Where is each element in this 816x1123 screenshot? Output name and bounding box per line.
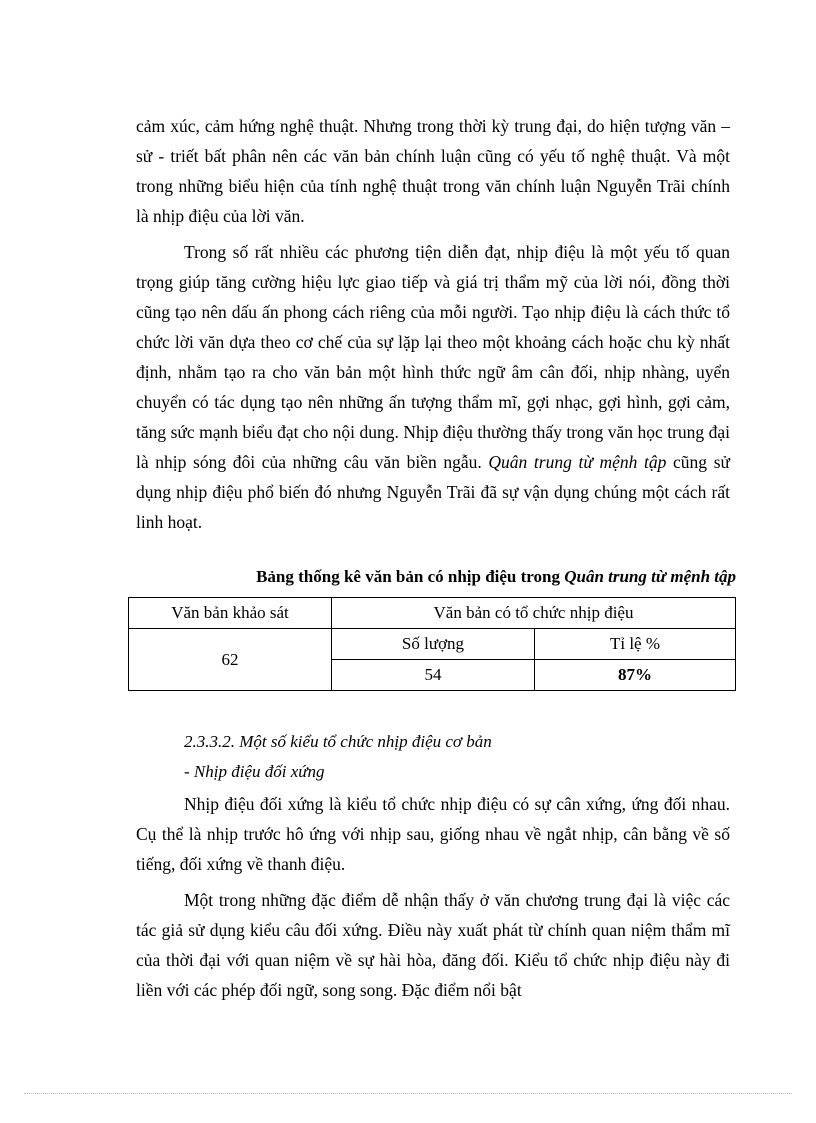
table-header-row bbox=[129, 598, 736, 629]
paragraph-rhythm-intro bbox=[136, 237, 730, 537]
header-rhythm: Văn bản có tổ chức nhịp điệu bbox=[332, 598, 736, 629]
table-caption bbox=[128, 563, 736, 591]
subheader-percent: Tỉ lệ % bbox=[535, 629, 736, 660]
paragraph-continuation: cảm xúc, cảm hứng nghệ thuật. Nhưng trong thời kỳ trung đại, do hiện tượng văn – sử - triết bất phân nên các văn bản chính luận cũng có yếu tố nghệ thuật. Và một trong những biểu hiện của tính nghệ thuật trong văn chính luận Nguyễn Trãi chính là nhịp điệu của lời văn. bbox=[136, 116, 730, 226]
table-caption-text: Bảng thống kê văn bản có nhịp điệu trong bbox=[256, 567, 565, 586]
header-surveyed: Văn bản khảo sát bbox=[129, 598, 332, 629]
paragraph-symmetry: Nhịp điệu đối xứng là kiểu tổ chức nhịp điệu có sự cân xứng, ứng đối nhau. Cụ thể là nhịp trước hô ứng với nhịp sau, giống nhau về ngắt nhịp, cân bằng về số tiếng, đối xứng về thanh điệu. bbox=[136, 794, 730, 874]
cell-total: 62 bbox=[129, 629, 332, 691]
paragraph-text-end: cũng sử dụng nhịp điệu phổ biến đó nhưng Nguyễn Trãi đã sự vận dụng chúng một cách rất linh hoạt. bbox=[136, 452, 730, 532]
page-bottom-divider bbox=[24, 1093, 792, 1094]
cell-count: 54 bbox=[332, 660, 535, 691]
cell-percent: 87% bbox=[535, 660, 736, 691]
body-text-bottom bbox=[136, 789, 730, 1005]
table-caption-italic: Quân trung từ mệnh tập bbox=[564, 567, 736, 586]
section-heading: 2.3.3.2. Một số kiểu tổ chức nhịp điệu cơ bản bbox=[184, 732, 492, 751]
work-title-italic: Quân trung từ mệnh tập bbox=[488, 452, 667, 472]
statistics-table bbox=[128, 597, 736, 691]
subheader-count: Số lượng bbox=[332, 629, 535, 660]
body-text-top bbox=[136, 111, 730, 537]
paragraph-medieval: Một trong những đặc điểm dễ nhận thấy ở văn chương trung đại là việc các tác giả sử dụng kiểu câu đối xứng. Điều này xuất phát từ chính quan niệm thẩm mĩ của thời đại với quan niệm về sự hài hòa, đăng đối. Kiểu tổ chức nhịp điệu này đi liền với các phép đối ngữ, song song. Đặc điểm nổi bật bbox=[136, 890, 730, 1000]
sub-heading: - Nhịp điệu đối xứng bbox=[184, 762, 325, 781]
paragraph-text: Trong số rất nhiều các phương tiện diễn đạt, nhịp điệu là một yếu tố quan trọng giúp tăng cường hiệu lực giao tiếp và giá trị thẩm mỹ của lời nói, đồng thời cũng tạo nên dấu ấn phong cách riêng của mỗi người. Tạo nhịp điệu là cách thức tổ chức lời văn dựa theo cơ chế của sự lặp lại theo một khoảng cách hoặc chu kỳ nhất định, nhằm tạo ra cho văn bản một hình thức ngữ âm cân đối, nhịp nhàng, uyển chuyển có tác dụng tạo nên những ấn tượng thẩm mĩ, gợi nhạc, gợi hình, gợi cảm, tăng sức mạnh biểu đạt cho nội dung. Nhịp điệu thường thấy trong văn học trung đại là nhịp sóng đôi của những câu văn biền ngẫu. bbox=[136, 242, 730, 472]
table-subheader-row bbox=[129, 629, 736, 660]
